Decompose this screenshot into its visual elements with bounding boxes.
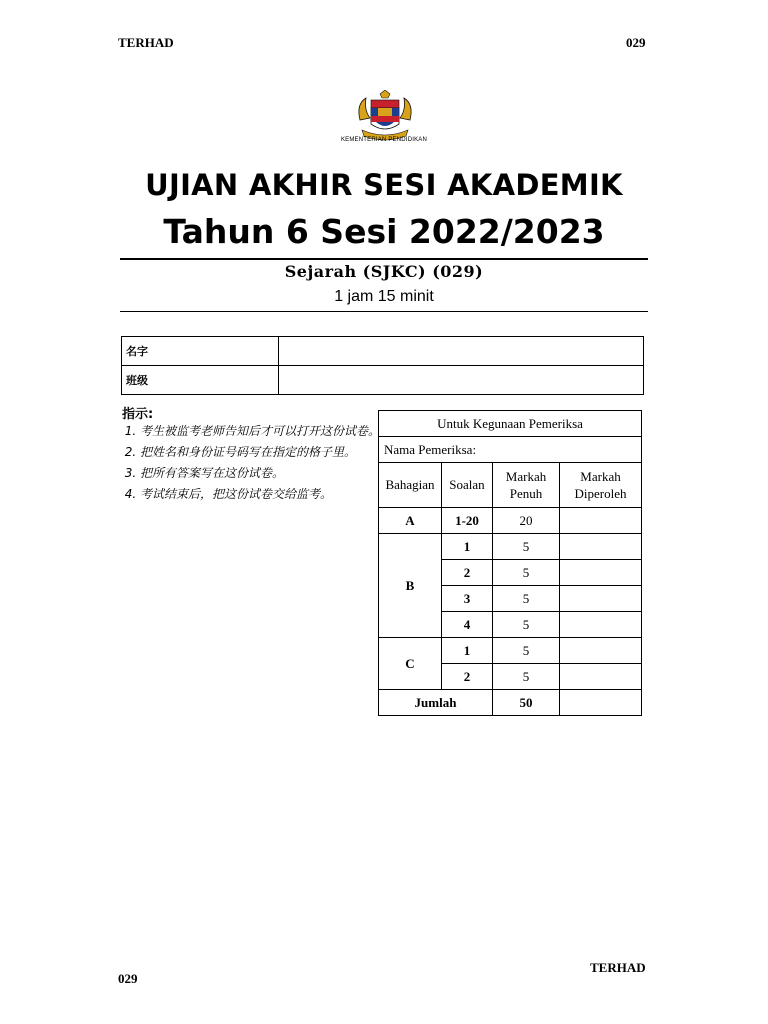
examiner-name-field[interactable]: Nama Pemeriksa: [379, 437, 642, 463]
instruction-item: 4. 考试结束后，把这份试卷交给监考。 [140, 487, 380, 502]
section-cell: A [379, 508, 442, 534]
name-field[interactable] [279, 337, 644, 366]
full-marks-cell: 5 [493, 560, 560, 586]
footer-classification: TERHAD [590, 960, 646, 975]
instruction-item: 2. 把姓名和身份证号码写在指定的格子里。 [140, 445, 380, 460]
header-paper-code: 029 [626, 35, 646, 50]
full-marks-cell: 5 [493, 612, 560, 638]
question-cell: 2 [442, 664, 493, 690]
total-full-marks: 50 [493, 690, 560, 716]
instructions-list [122, 424, 380, 508]
obtained-cell[interactable] [560, 508, 642, 534]
total-obtained-cell[interactable] [560, 690, 642, 716]
obtained-cell[interactable] [560, 586, 642, 612]
class-field[interactable] [279, 366, 644, 395]
class-row [122, 366, 644, 395]
instruction-item: 3. 把所有答案写在这份试卷。 [140, 466, 380, 481]
obtained-cell[interactable] [560, 612, 642, 638]
header-classification: TERHAD [118, 35, 174, 50]
question-cell: 1 [442, 638, 493, 664]
obtained-cell[interactable] [560, 560, 642, 586]
header-section: Bahagian [379, 463, 442, 508]
total-row [379, 690, 642, 716]
question-cell: 4 [442, 612, 493, 638]
header-full-marks: Markah Penuh [493, 463, 560, 508]
header-question: Soalan [442, 463, 493, 508]
obtained-cell[interactable] [560, 664, 642, 690]
subtitle-divider [120, 311, 648, 312]
section-cell: C [379, 638, 442, 690]
header-obtained-marks: Markah Diperoleh [560, 463, 642, 508]
question-cell: 2 [442, 560, 493, 586]
total-label: Jumlah [379, 690, 493, 716]
title-divider [120, 258, 648, 260]
examiner-marks-table [378, 410, 642, 716]
full-marks-cell: 5 [493, 534, 560, 560]
exam-year-session: Tahun 6 Sesi 2022/2023 [163, 212, 605, 251]
question-cell: 1 [442, 534, 493, 560]
ministry-crest-icon [354, 90, 416, 144]
footer-paper-code: 029 [118, 971, 138, 986]
question-cell: 1-20 [442, 508, 493, 534]
full-marks-cell: 20 [493, 508, 560, 534]
full-marks-cell: 5 [493, 664, 560, 690]
full-marks-cell: 5 [493, 586, 560, 612]
obtained-cell[interactable] [560, 534, 642, 560]
examiner-table-title: Untuk Kegunaan Pemeriksa [379, 411, 642, 437]
full-marks-cell: 5 [493, 638, 560, 664]
instruction-item: 1. 考生被监考老师告知后才可以打开这份试卷。 [140, 424, 380, 439]
exam-duration: 1 jam 15 minit [334, 288, 434, 305]
obtained-cell[interactable] [560, 638, 642, 664]
question-cell: 3 [442, 586, 493, 612]
section-cell: B [379, 534, 442, 638]
candidate-info-table [121, 336, 644, 395]
class-label: 班级 [122, 366, 279, 395]
name-row [122, 337, 644, 366]
table-row [379, 534, 642, 560]
table-row [379, 508, 642, 534]
exam-title: UJIAN AKHIR SESI AKADEMIK [145, 168, 623, 202]
ministry-name: KEMENTERIAN PENDIDIKAN [340, 137, 428, 143]
instructions-title: 指示: [122, 407, 154, 422]
name-label: 名字 [122, 337, 279, 366]
table-row [379, 638, 642, 664]
subject-title: Sejarah (SJKC) (029) [284, 262, 484, 281]
